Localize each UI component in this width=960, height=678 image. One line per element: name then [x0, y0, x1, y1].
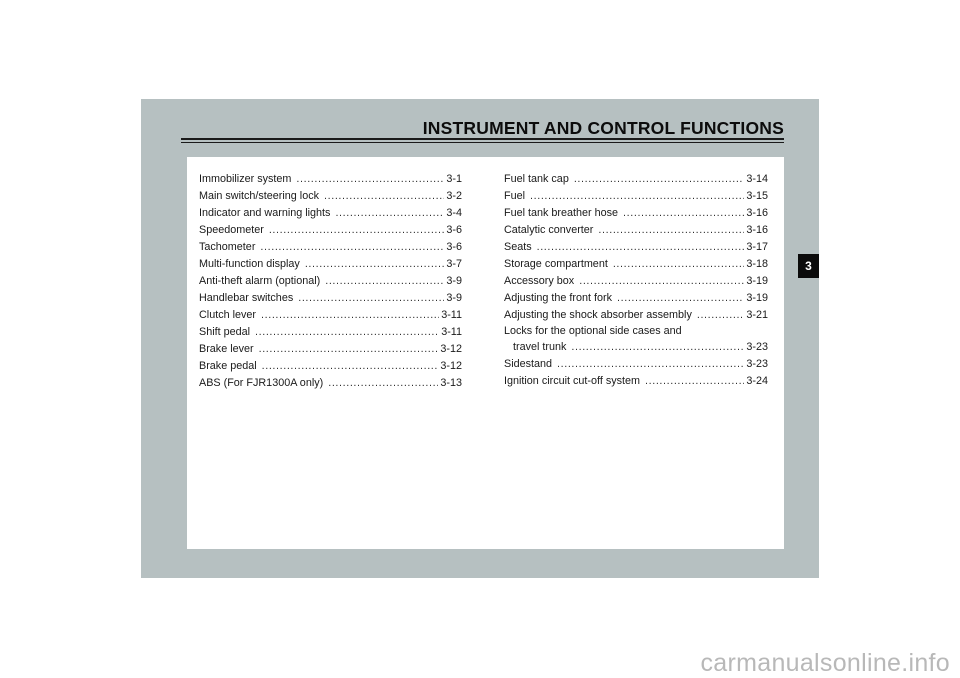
toc-entry[interactable] [504, 205, 768, 222]
toc-page-number: 3-7 [446, 258, 462, 270]
toc-page-number: 3-11 [441, 326, 462, 338]
toc-entry[interactable] [199, 375, 462, 392]
toc-entry[interactable] [199, 188, 462, 205]
chapter-tab[interactable]: 3 [798, 254, 819, 278]
toc-entry-label: Accessory box [504, 275, 575, 287]
dot-leader [298, 290, 444, 307]
toc-entry-label: Brake lever [199, 343, 254, 355]
dot-leader [259, 341, 439, 358]
toc-entry-label: Catalytic converter [504, 224, 594, 236]
dot-leader [335, 205, 444, 222]
dot-leader [255, 324, 439, 341]
toc-page-number: 3-13 [440, 377, 462, 389]
toc-entry[interactable] [199, 256, 462, 273]
toc-entry[interactable] [199, 290, 462, 307]
toc-entry[interactable] [199, 358, 462, 375]
toc-page-number: 3-14 [746, 173, 768, 185]
page-title: INSTRUMENT AND CONTROL FUNCTIONS [422, 118, 784, 138]
title-rule [181, 138, 784, 140]
toc-page-number: 3-17 [746, 241, 768, 253]
toc-entry[interactable] [504, 171, 768, 188]
dot-leader [579, 273, 744, 290]
toc-page-number: 3-23 [746, 341, 768, 353]
toc-page-number: 3-24 [746, 375, 768, 387]
toc-page-number: 3-16 [746, 207, 768, 219]
dot-leader [325, 273, 444, 290]
toc-entry[interactable] [504, 188, 768, 205]
toc-entry-label: Sidestand [504, 358, 553, 370]
toc-entry-label: ABS (For FJR1300A only) [199, 377, 324, 389]
toc-entry[interactable] [199, 273, 462, 290]
toc-entry[interactable] [504, 273, 768, 290]
toc-page-number: 3-11 [441, 309, 462, 321]
toc-entry[interactable] [504, 256, 768, 273]
dot-leader [262, 358, 439, 375]
toc-entry[interactable] [504, 239, 768, 256]
toc-page-number: 3-9 [446, 292, 462, 304]
toc-entry-label: Main switch/steering lock [199, 190, 320, 202]
toc-left-column [199, 171, 462, 392]
toc-entry[interactable] [199, 324, 462, 341]
toc-entry-label: Adjusting the shock absorber assembly [504, 309, 692, 321]
toc-page-number: 3-23 [746, 358, 768, 370]
toc-entry[interactable] [199, 239, 462, 256]
dot-leader [296, 171, 444, 188]
toc-entry-label: Immobilizer system [199, 173, 292, 185]
toc-entry-label: Multi-function display [199, 258, 300, 270]
dot-leader [613, 256, 745, 273]
toc-entry-label: Handlebar switches [199, 292, 294, 304]
toc-entry[interactable] [199, 171, 462, 188]
toc-entry-label: Brake pedal [199, 360, 257, 372]
dot-leader [261, 307, 439, 324]
dot-leader [697, 307, 745, 324]
toc-entry-label: Locks for the optional side cases and [504, 325, 682, 337]
toc-page-number: 3-12 [440, 343, 462, 355]
toc-page-number: 3-2 [446, 190, 462, 202]
toc-entry[interactable] [504, 324, 768, 356]
toc-page-number: 3-15 [746, 190, 768, 202]
toc-entry[interactable] [504, 222, 768, 239]
toc-entry[interactable] [504, 356, 768, 373]
dot-leader [623, 205, 744, 222]
toc-entry-label: Anti-theft alarm (optional) [199, 275, 321, 287]
dot-leader [269, 222, 445, 239]
toc-entry-label: travel trunk [513, 341, 567, 353]
dot-leader [598, 222, 744, 239]
toc-entry[interactable] [199, 307, 462, 324]
toc-entry-label: Fuel [504, 190, 526, 202]
toc-page-number: 3-19 [746, 275, 768, 287]
toc-entry[interactable] [504, 307, 768, 324]
toc-entry-label: Clutch lever [199, 309, 257, 321]
dot-leader [328, 375, 438, 392]
toc-entry[interactable] [199, 341, 462, 358]
toc-entry-label: Fuel tank cap [504, 173, 569, 185]
toc-page-number: 3-6 [446, 241, 462, 253]
toc-entry-label: Tachometer [199, 241, 256, 253]
toc-page-number: 3-12 [440, 360, 462, 372]
toc-entry-label: Shift pedal [199, 326, 251, 338]
toc-entry-label: Speedometer [199, 224, 264, 236]
toc-entry[interactable] [504, 290, 768, 307]
toc-page-number: 3-6 [446, 224, 462, 236]
dot-leader [537, 239, 745, 256]
dot-leader [305, 256, 445, 273]
dot-leader [557, 356, 744, 373]
toc-entry-label: Adjusting the front fork [504, 292, 613, 304]
toc-entry-label: Seats [504, 241, 532, 253]
dot-leader [324, 188, 444, 205]
toc-entry-label: Indicator and warning lights [199, 207, 331, 219]
toc-entry-continuation [504, 339, 768, 356]
toc-entry[interactable] [199, 222, 462, 239]
toc-page-number: 3-9 [446, 275, 462, 287]
dot-leader [571, 339, 744, 356]
dot-leader [645, 373, 744, 390]
toc-entry-label: Fuel tank breather hose [504, 207, 619, 219]
toc-right-column [504, 171, 768, 390]
toc-entry[interactable] [504, 373, 768, 390]
toc-page-number: 3-21 [746, 309, 768, 321]
toc-page-number: 3-19 [746, 292, 768, 304]
toc-page-number: 3-4 [446, 207, 462, 219]
toc-entry-label: Storage compartment [504, 258, 608, 270]
toc-entry[interactable] [199, 205, 462, 222]
dot-leader [574, 171, 745, 188]
title-rule [181, 142, 784, 143]
watermark: carmanualsonline.info [700, 649, 950, 677]
toc-entry-label: Ignition circuit cut-off system [504, 375, 641, 387]
dot-leader [617, 290, 744, 307]
dot-leader [260, 239, 444, 256]
toc-page-number: 3-16 [746, 224, 768, 236]
toc-page-number: 3-1 [446, 173, 462, 185]
toc-page-number: 3-18 [746, 258, 768, 270]
dot-leader [530, 188, 744, 205]
